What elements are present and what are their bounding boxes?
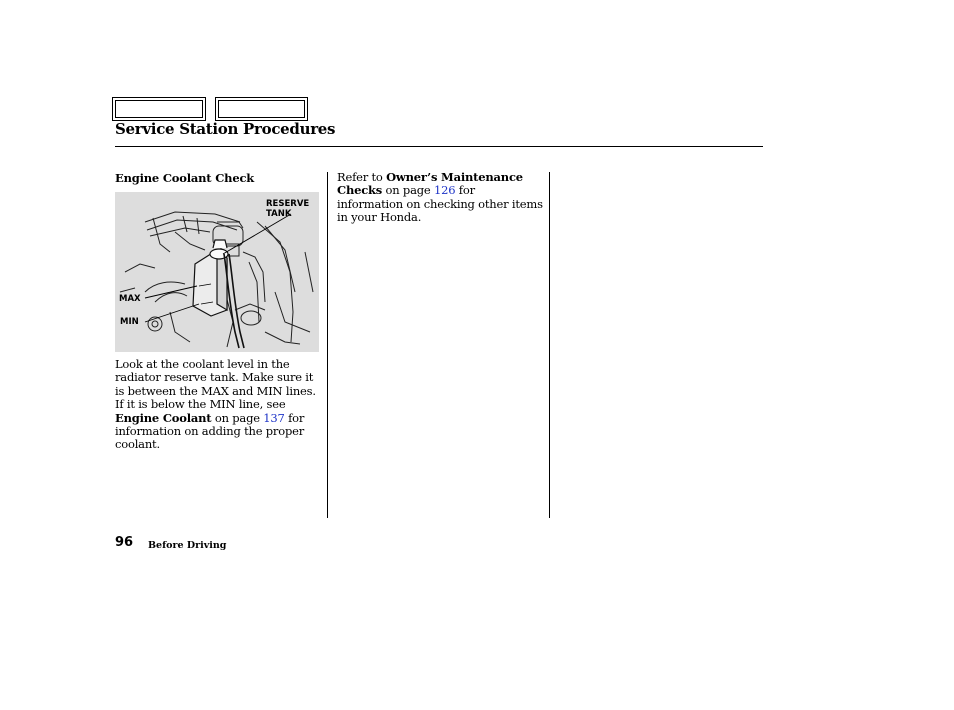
paragraph-text-end: for information on checking other items in your Honda. <box>337 183 543 225</box>
section-heading: Engine Coolant Check <box>115 171 255 185</box>
paragraph-text-mid: on page <box>382 183 434 198</box>
footer-section-name: Before Driving <box>148 540 227 551</box>
header-tab-box-2 <box>215 97 308 121</box>
page-number: 96 <box>115 535 134 550</box>
maintenance-reference-paragraph <box>337 171 543 225</box>
column-divider-1 <box>327 172 328 518</box>
page-title: Service Station Procedures <box>115 120 336 138</box>
header-tab-box-1 <box>112 97 206 121</box>
column-divider-2 <box>549 172 550 518</box>
coolant-check-paragraph <box>115 358 323 452</box>
page-137-link[interactable]: 137 <box>263 410 285 425</box>
title-divider <box>115 146 763 147</box>
paragraph-text-start: Look at the coolant level in the radiator reserve tank. Make sure it is between the MAX and MIN lines. If it is below the MIN line, see <box>115 357 316 412</box>
paragraph-text-end: for information on adding the proper coolant. <box>115 410 305 452</box>
page-126-link[interactable]: 126 <box>433 183 456 198</box>
max-label: MAX <box>119 294 141 304</box>
paragraph-text-start: Refer to <box>337 170 387 184</box>
tank-label-line2: TANK <box>266 209 292 219</box>
coolant-reserve-tank-illustration <box>115 192 319 352</box>
owners-maintenance-checks-reference: Owner’s Maintenance Checks <box>337 170 523 198</box>
reserve-label-line1: RESERVE <box>266 199 310 209</box>
min-label: MIN <box>120 317 139 327</box>
paragraph-text-mid: on page <box>211 410 264 425</box>
engine-coolant-reference: Engine Coolant <box>115 410 212 425</box>
